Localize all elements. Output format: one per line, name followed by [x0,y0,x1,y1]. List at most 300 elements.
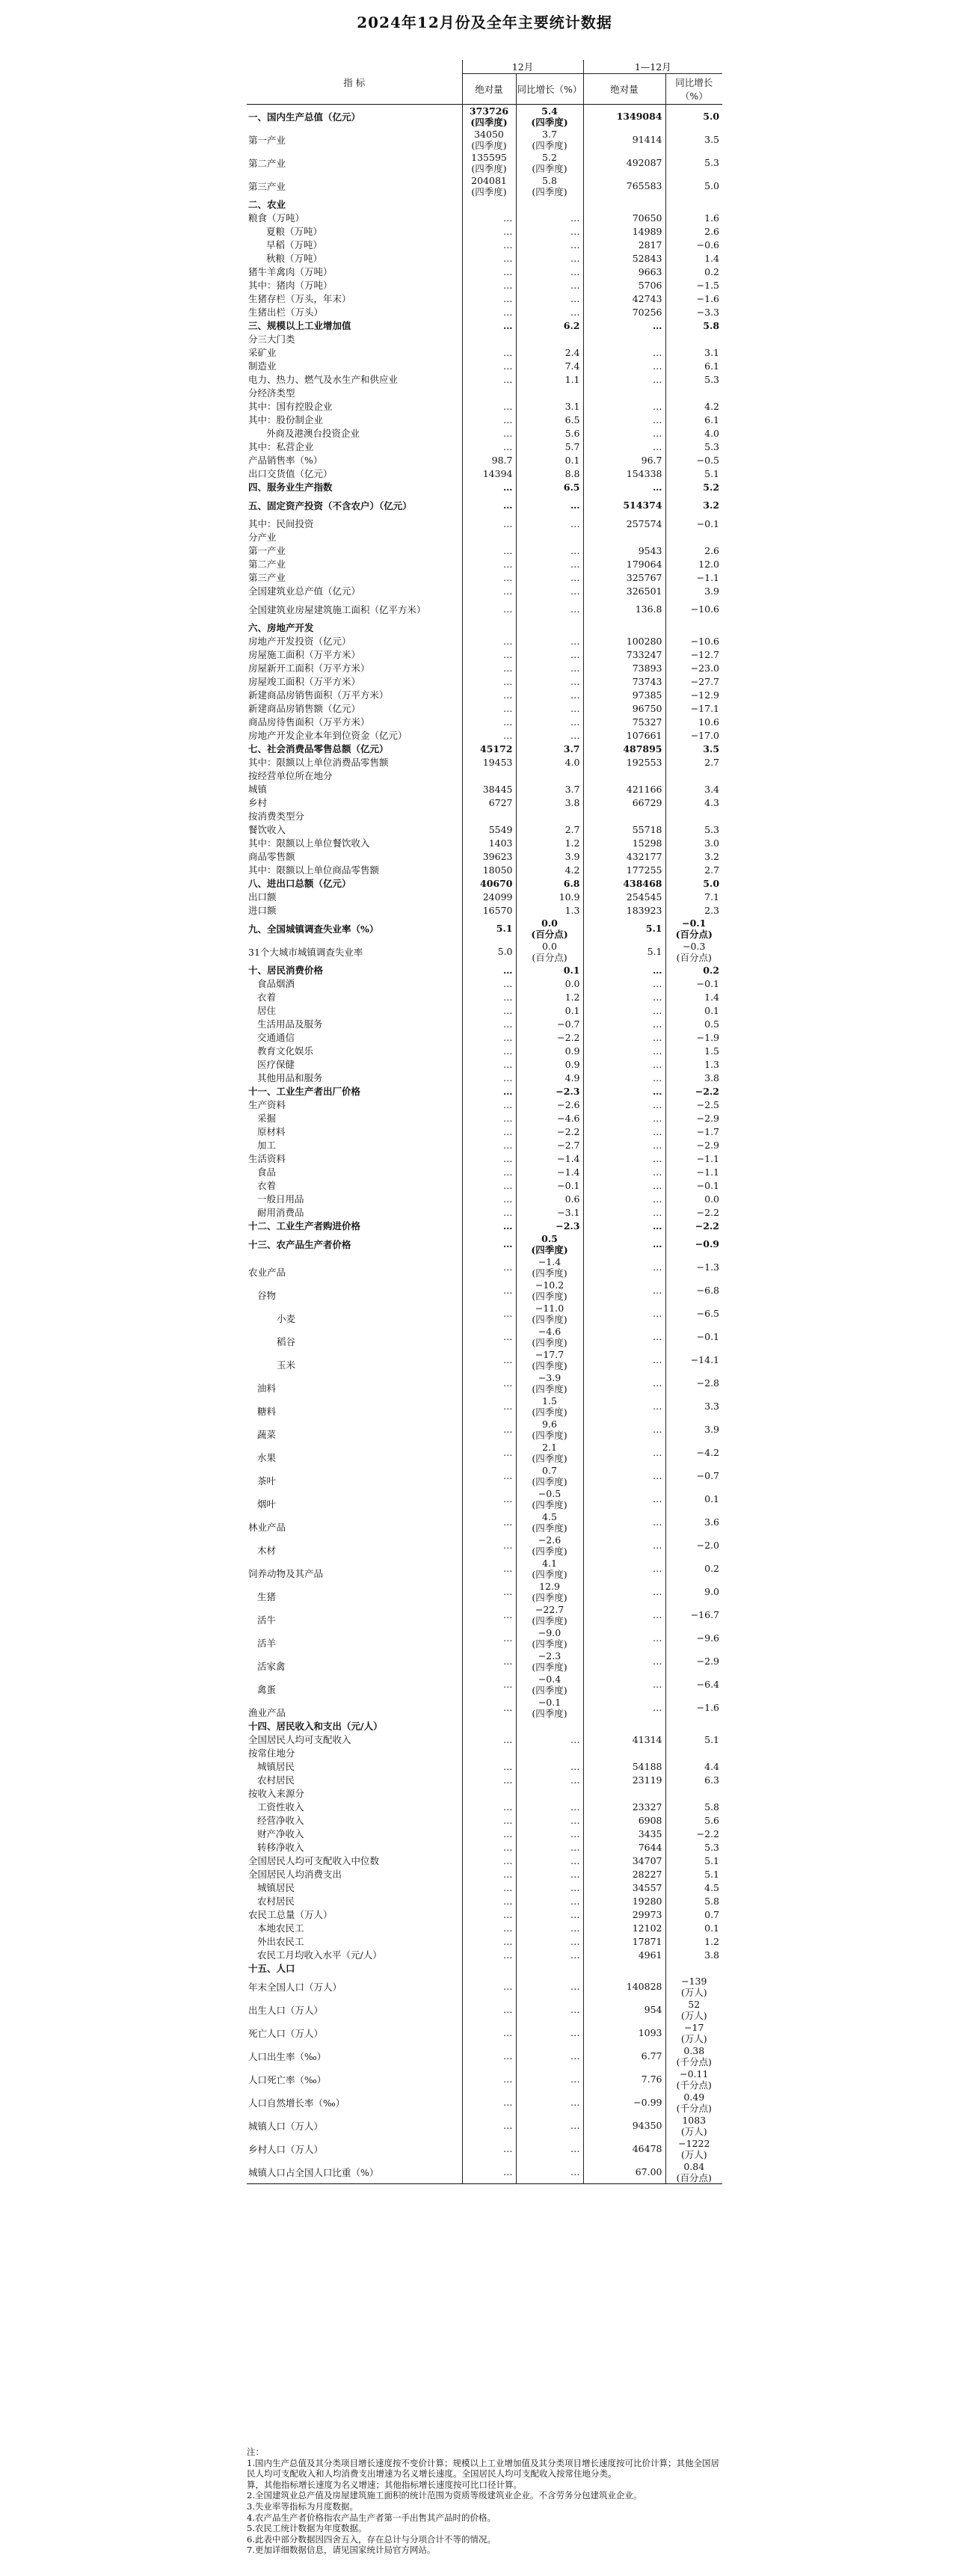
year-absolute: … [583,1098,665,1111]
year-absolute: 70650 [583,211,665,224]
month-absolute: … [462,1696,516,1719]
year-absolute [583,1719,665,1733]
table-row [247,1302,722,1325]
year-growth: 3.6 [704,1516,720,1528]
month-absolute-value: 373726 [469,105,509,117]
month-growth-value: −17.7 [535,1348,565,1360]
month-absolute: … [462,1138,516,1152]
year-growth: 0.5 [704,1018,720,1030]
indicator-name: 早稻（万吨） [247,238,462,251]
month-absolute: … [462,557,516,571]
indicator-name: 生产资料 [247,1098,462,1111]
year-growth: 2.7 [704,864,720,876]
month-absolute-value: 204081 [471,174,507,186]
year-absolute: 254545 [583,890,665,903]
year-growth [665,2021,722,2044]
table-row [247,742,722,755]
month-growth: … [516,278,583,292]
table-row [247,1733,722,1746]
month-growth: 4.0 [516,755,583,769]
table-row [247,2114,722,2137]
year-growth: 3.2 [704,850,720,862]
year-absolute [583,332,665,345]
table-row [247,809,722,823]
year-growth-value: −17 [684,2021,704,2033]
year-growth: −2.2 [695,1085,720,1097]
indicator-name: 第三产业 [247,571,462,584]
month-absolute: … [462,1510,516,1534]
indicator-name: 医疗保健 [247,1057,462,1071]
month-growth [516,1719,583,1733]
month-growth-unit-note: (四季度) [532,1406,567,1418]
month-growth: −2.3 [516,1219,583,1232]
year-absolute [583,530,665,544]
year-absolute: 487895 [583,742,665,755]
month-absolute: … [462,211,516,224]
month-growth: … [516,1881,583,1894]
table-row [247,1178,722,1192]
month-growth-value: −22.7 [535,1603,565,1615]
month-absolute: … [462,977,516,990]
month-growth-value: 0.0 [542,940,557,952]
indicator-name: 经营净收入 [247,1813,462,1827]
month-absolute: … [462,1934,516,1948]
indicator-name: 房地产开发投资（亿元） [247,634,462,648]
year-absolute: 41314 [583,1733,665,1746]
year-growth: 3.9 [704,1424,720,1435]
indicator-name: 第三产业 [247,174,462,197]
month-absolute: … [462,440,516,453]
indicator-name: 全国建筑业总产值（亿元） [247,584,462,597]
month-growth: … [516,224,583,238]
month-growth [516,174,583,197]
month-absolute: … [462,2044,516,2068]
table-row [247,715,722,728]
month-growth [516,1255,583,1279]
year-growth: 0.2 [704,1563,720,1574]
table-row [247,359,722,372]
month-absolute: … [462,359,516,372]
table-row [247,224,722,238]
year-absolute: 9543 [583,544,665,557]
month-growth [516,1441,583,1464]
year-absolute: 1349084 [583,105,665,129]
table-row [247,823,722,836]
month-absolute: … [462,990,516,1003]
year-absolute: … [583,1232,665,1255]
table-row [247,128,722,151]
year-absolute: 52843 [583,251,665,265]
table-row [247,796,722,809]
table-row [247,1934,722,1948]
year-absolute [583,1961,665,1975]
year-growth: 4.0 [704,427,720,439]
indicator-name: 全国建筑业房屋建筑施工面积（亿平方米） [247,597,462,621]
indicator-name: 耐用消费品 [247,1205,462,1219]
indicator-name: 乡村人口（万人） [247,2137,462,2160]
month-absolute: … [462,1464,516,1487]
year-absolute: 97385 [583,688,665,701]
month-absolute: … [462,1192,516,1205]
month-absolute: … [462,1650,516,1673]
month-growth: … [516,688,583,701]
month-growth: 3.7 [516,742,583,755]
month-growth: … [516,2137,583,2160]
indicator-name: 出口额 [247,890,462,903]
year-growth: −0.9 [695,1238,720,1249]
table-row [247,1441,722,1464]
month-growth: −1.4 [516,1152,583,1165]
year-growth [665,197,722,211]
month-absolute: 18050 [462,863,516,876]
year-absolute: … [583,319,665,332]
table-row [247,1219,722,1232]
year-growth-value: −0.3 [683,940,706,952]
indicator-name: 四、服务业生产指数 [247,480,462,494]
year-growth: 0.1 [704,1004,720,1016]
table-row [247,1030,722,1044]
year-absolute: … [583,1626,665,1650]
month-growth-value: 5.2 [542,151,557,163]
indicator-name: 分三大门类 [247,332,462,345]
year-growth-value: 0.84 [683,2160,705,2172]
month-growth [516,1418,583,1441]
year-growth-unit-note: (万人) [680,2009,707,2021]
month-absolute: 5549 [462,823,516,836]
year-absolute: … [583,1325,665,1348]
indicator-name: 糖料 [247,1395,462,1418]
month-growth: … [516,661,583,674]
table-row [247,1138,722,1152]
indicator-name: 衣着 [247,990,462,1003]
month-growth: 3.8 [516,796,583,809]
table-row [247,769,722,782]
month-absolute [462,1786,516,1800]
month-growth: … [516,211,583,224]
indicator-name: 七、社会消费品零售总额（亿元） [247,742,462,755]
table-row [247,1719,722,1733]
indicator-name: 商品零售额 [247,849,462,863]
year-growth: 1.5 [704,1045,720,1057]
month-growth [516,1232,583,1255]
month-growth: … [516,2114,583,2137]
year-absolute: 438468 [583,876,665,890]
year-growth [665,2160,722,2184]
year-growth: 6.3 [704,1774,720,1786]
table-row [247,332,722,345]
month-growth: … [516,634,583,648]
year-absolute: 4961 [583,1948,665,1961]
month-absolute: … [462,963,516,977]
table-row [247,467,722,480]
year-growth-value: −0.1 [682,917,707,929]
indicator-name: 其中：民间投资 [247,517,462,530]
year-absolute: … [583,990,665,1003]
month-growth: 7.4 [516,359,583,372]
table-row [247,278,722,292]
table-row [247,876,722,890]
year-growth-unit-note: (千分点) [676,2079,712,2091]
year-absolute: 765583 [583,174,665,197]
year-growth: 5.8 [704,1801,720,1813]
header-indicator: 指 标 [247,60,462,105]
indicator-name: 烟叶 [247,1487,462,1510]
indicator-name: 渔业产品 [247,1696,462,1719]
month-growth: … [516,1998,583,2021]
month-absolute [462,386,516,399]
month-growth: … [516,544,583,557]
indicator-name: 第一产业 [247,128,462,151]
table-row [247,1044,722,1057]
table-row [247,105,722,129]
table-row [247,1111,722,1125]
month-growth-unit-note: (四季度) [532,1638,567,1650]
year-growth-value: 1083 [682,2114,707,2126]
month-absolute: … [462,688,516,701]
indicator-name: 31个大城市城镇调查失业率 [247,940,462,963]
table-row [247,2160,722,2184]
month-absolute-unit-note: (四季度) [470,116,508,128]
month-absolute: … [462,1813,516,1827]
month-growth-unit-note: (四季度) [532,1591,567,1603]
table-row [247,648,722,661]
month-absolute: … [462,597,516,621]
year-absolute: … [583,977,665,990]
indicator-name: 农村居民 [247,1894,462,1908]
table-row [247,1908,722,1921]
table-row [247,621,722,634]
month-growth [516,1279,583,1302]
year-absolute: … [583,1192,665,1205]
year-growth: 5.3 [704,440,720,452]
year-absolute: 34707 [583,1854,665,1867]
month-growth: 0.9 [516,1044,583,1057]
table-row [247,2044,722,2068]
indicator-name: 生活用品及服务 [247,1017,462,1030]
month-growth [516,1464,583,1487]
year-growth: 6.1 [704,360,720,372]
year-growth: −2.8 [696,1377,720,1389]
year-absolute: 492087 [583,151,665,174]
year-growth: 4.5 [704,1881,720,1893]
month-growth-unit-note: (四季度) [532,1545,567,1557]
month-absolute: … [462,1152,516,1165]
year-growth: −0.1 [696,1331,720,1342]
month-growth-value: 5.4 [541,105,558,117]
month-growth: … [516,728,583,742]
table-row [247,917,722,940]
year-growth [665,386,722,399]
year-absolute: … [583,1580,665,1603]
month-growth: 0.1 [516,453,583,467]
year-growth: −17.0 [690,729,720,741]
indicator-name: 生活资料 [247,1152,462,1165]
month-growth [516,1696,583,1719]
month-absolute [462,530,516,544]
month-absolute: … [462,372,516,386]
year-absolute: … [583,1464,665,1487]
year-absolute: … [583,480,665,494]
year-growth-unit-note: (百分点) [676,951,712,963]
footnote-line: 4.农产品生产者价格指农产品生产者第一手出售其产品时的价格。 [247,2512,496,2523]
year-absolute: … [583,1219,665,1232]
year-absolute: … [583,1084,665,1098]
month-absolute: … [462,1908,516,1921]
year-absolute: … [583,1255,665,1279]
month-growth: … [516,2021,583,2044]
table-row [247,1827,722,1840]
month-growth: … [516,1800,583,1813]
month-absolute: … [462,1165,516,1178]
table-row [247,1534,722,1557]
month-absolute: … [462,413,516,426]
table-row [247,755,722,769]
month-absolute: … [462,2068,516,2091]
month-absolute: … [462,2021,516,2044]
indicator-name: 其中：猪肉（万吨） [247,278,462,292]
year-growth: 5.3 [704,373,720,385]
month-growth: −2.6 [516,1098,583,1111]
month-growth: 3.1 [516,399,583,413]
indicator-name: 其中：国有控股企业 [247,399,462,413]
year-growth: −2.5 [696,1098,720,1110]
table-row [247,530,722,544]
table-row [247,1395,722,1418]
month-growth [516,1325,583,1348]
month-absolute [462,332,516,345]
year-absolute: … [583,1279,665,1302]
year-growth: −12.9 [690,689,720,701]
year-absolute: … [583,399,665,413]
year-growth: 5.1 [704,467,720,479]
table-row [247,174,722,197]
year-absolute: 94350 [583,2114,665,2137]
month-growth: … [516,715,583,728]
month-absolute: … [462,661,516,674]
year-growth: 2.6 [704,544,720,556]
table-row [247,1152,722,1165]
indicator-name: 玉米 [247,1348,462,1371]
year-growth: 3.3 [704,1401,720,1412]
year-growth [665,2044,722,2068]
year-growth: −0.1 [696,517,720,529]
indicator-name: 交通通信 [247,1030,462,1044]
table-row [247,782,722,796]
indicator-name: 十四、居民收入和支出（元/人） [247,1719,462,1733]
month-growth-unit-note: (四季度) [532,1452,567,1464]
table-row [247,305,722,319]
month-growth-unit-note: (四季度) [532,1498,567,1510]
month-growth-value: −0.5 [538,1487,562,1499]
month-growth: … [516,265,583,278]
year-growth: 3.1 [704,346,720,358]
month-absolute: … [462,1371,516,1395]
month-absolute [462,151,516,174]
month-growth: … [516,648,583,661]
month-absolute: … [462,319,516,332]
month-absolute: … [462,1673,516,1696]
month-growth-unit-note: (四季度) [532,1568,567,1580]
indicator-name: 活羊 [247,1626,462,1650]
year-growth: 10.6 [698,716,720,728]
month-growth: 3.9 [516,849,583,863]
year-absolute: … [583,1057,665,1071]
month-growth: 8.8 [516,467,583,480]
indicator-name: 房屋施工面积（万平方米） [247,648,462,661]
month-absolute: … [462,1998,516,2021]
indicator-name: 房地产开发企业本年到位资金（亿元） [247,728,462,742]
table-row [247,413,722,426]
year-growth: −10.6 [690,635,720,647]
table-row [247,557,722,571]
month-growth-unit-note: (四季度) [532,1614,567,1626]
footnote-line: 6.此表中部分数据因四舍五入，存在总计与分项合计不等的情况。 [247,2533,496,2545]
year-absolute: 91414 [583,128,665,151]
month-absolute: 39623 [462,849,516,863]
year-growth: 4.4 [704,1760,720,1772]
table-row [247,634,722,648]
table-row [247,1279,722,1302]
indicator-name: 六、房地产开发 [247,621,462,634]
month-absolute: … [462,238,516,251]
month-absolute: 38445 [462,782,516,796]
year-growth: −4.2 [696,1447,720,1458]
year-absolute: 96750 [583,701,665,715]
footnote-line: 算，其他指标增长速度为名义增速；其他指标增长速度按可比口径计算。 [247,2479,522,2490]
indicator-name: 第一产业 [247,544,462,557]
table-row [247,517,722,530]
year-growth: −6.5 [696,1308,720,1319]
table-row [247,211,722,224]
month-absolute: … [462,1626,516,1650]
year-growth: 5.0 [703,111,720,122]
year-growth [665,769,722,782]
year-absolute: … [583,1487,665,1510]
month-growth: … [516,557,583,571]
table-row [247,940,722,963]
month-absolute: 14394 [462,467,516,480]
month-growth: … [516,494,583,517]
indicator-name: 财产净收入 [247,1827,462,1840]
month-growth: 1.3 [516,903,583,917]
year-growth: −1.1 [696,571,720,583]
month-absolute: … [462,1098,516,1111]
table-row [247,1696,722,1719]
year-growth: 5.1 [704,1854,720,1866]
year-growth: −1.7 [696,1125,720,1137]
year-growth: −1.6 [696,1702,720,1713]
year-absolute: 12102 [583,1921,665,1934]
indicator-name: 城镇 [247,782,462,796]
indicator-name: 林业产品 [247,1510,462,1534]
year-absolute: 432177 [583,849,665,863]
indicator-name: 乡村 [247,796,462,809]
header-month-growth: 同比增长（%） [516,74,583,105]
year-absolute: … [583,1441,665,1464]
year-absolute: … [583,1205,665,1219]
indicator-name: 采掘 [247,1111,462,1125]
year-absolute: … [583,440,665,453]
table-row [247,1921,722,1934]
month-growth: 1.2 [516,836,583,849]
month-growth: 2.7 [516,823,583,836]
year-growth: 3.8 [704,1072,720,1083]
indicator-name: 房屋新开工面积（万平方米） [247,661,462,674]
month-growth [516,332,583,345]
year-growth-unit-note: (千分点) [676,2102,712,2114]
indicator-name: 房屋竣工面积（万平方米） [247,674,462,688]
year-growth: 1.2 [704,1935,720,1947]
